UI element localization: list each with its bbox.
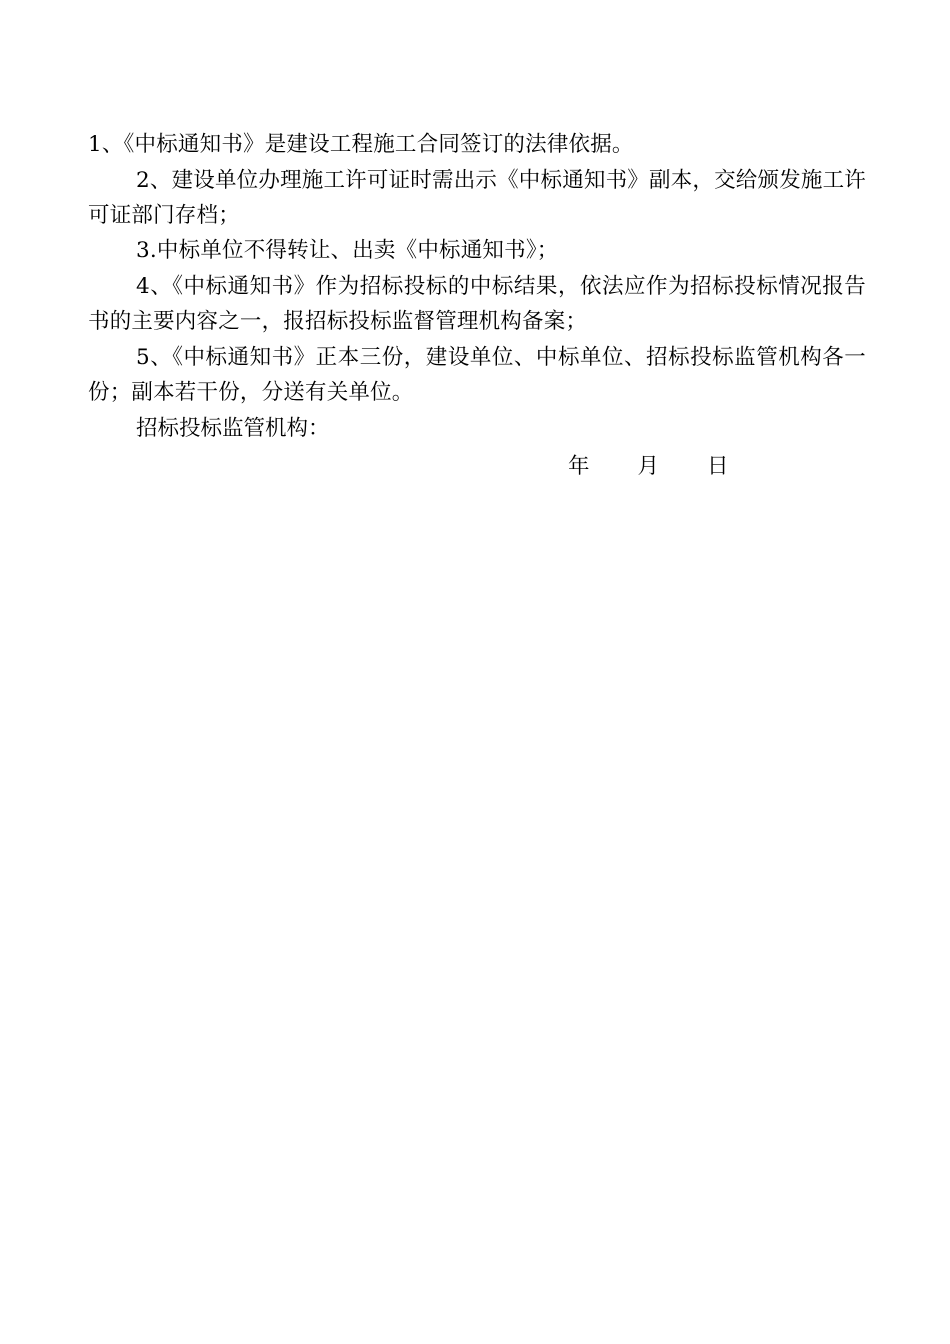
document-body — [88, 128, 866, 485]
notice-item-5: 5、《中标通知书》正本三份，建设单位、中标单位、招标投标监管机构各一份；副本若干份，分送有关单位。 — [88, 344, 866, 405]
notice-item-3: 3.中标单位不得转让、出卖《中标通知书》； — [136, 238, 559, 264]
signature-label: 招标投标监管机构： — [136, 415, 330, 441]
notice-item-2: 2、建设单位办理施工许可证时需出示《中标通知书》副本，交给颁发施工许可证部门存档； — [88, 167, 866, 228]
date-line: 年 月 日 — [568, 454, 730, 480]
notice-item-1: 1、《中标通知书》是建设工程施工合同签订的法律依据。 — [88, 132, 634, 157]
notice-item-4: 4、《中标通知书》作为招标投标的中标结果，依法应作为招标投标情况报告书的主要内容之一，报招标投标监督管理机构备案； — [88, 274, 866, 335]
